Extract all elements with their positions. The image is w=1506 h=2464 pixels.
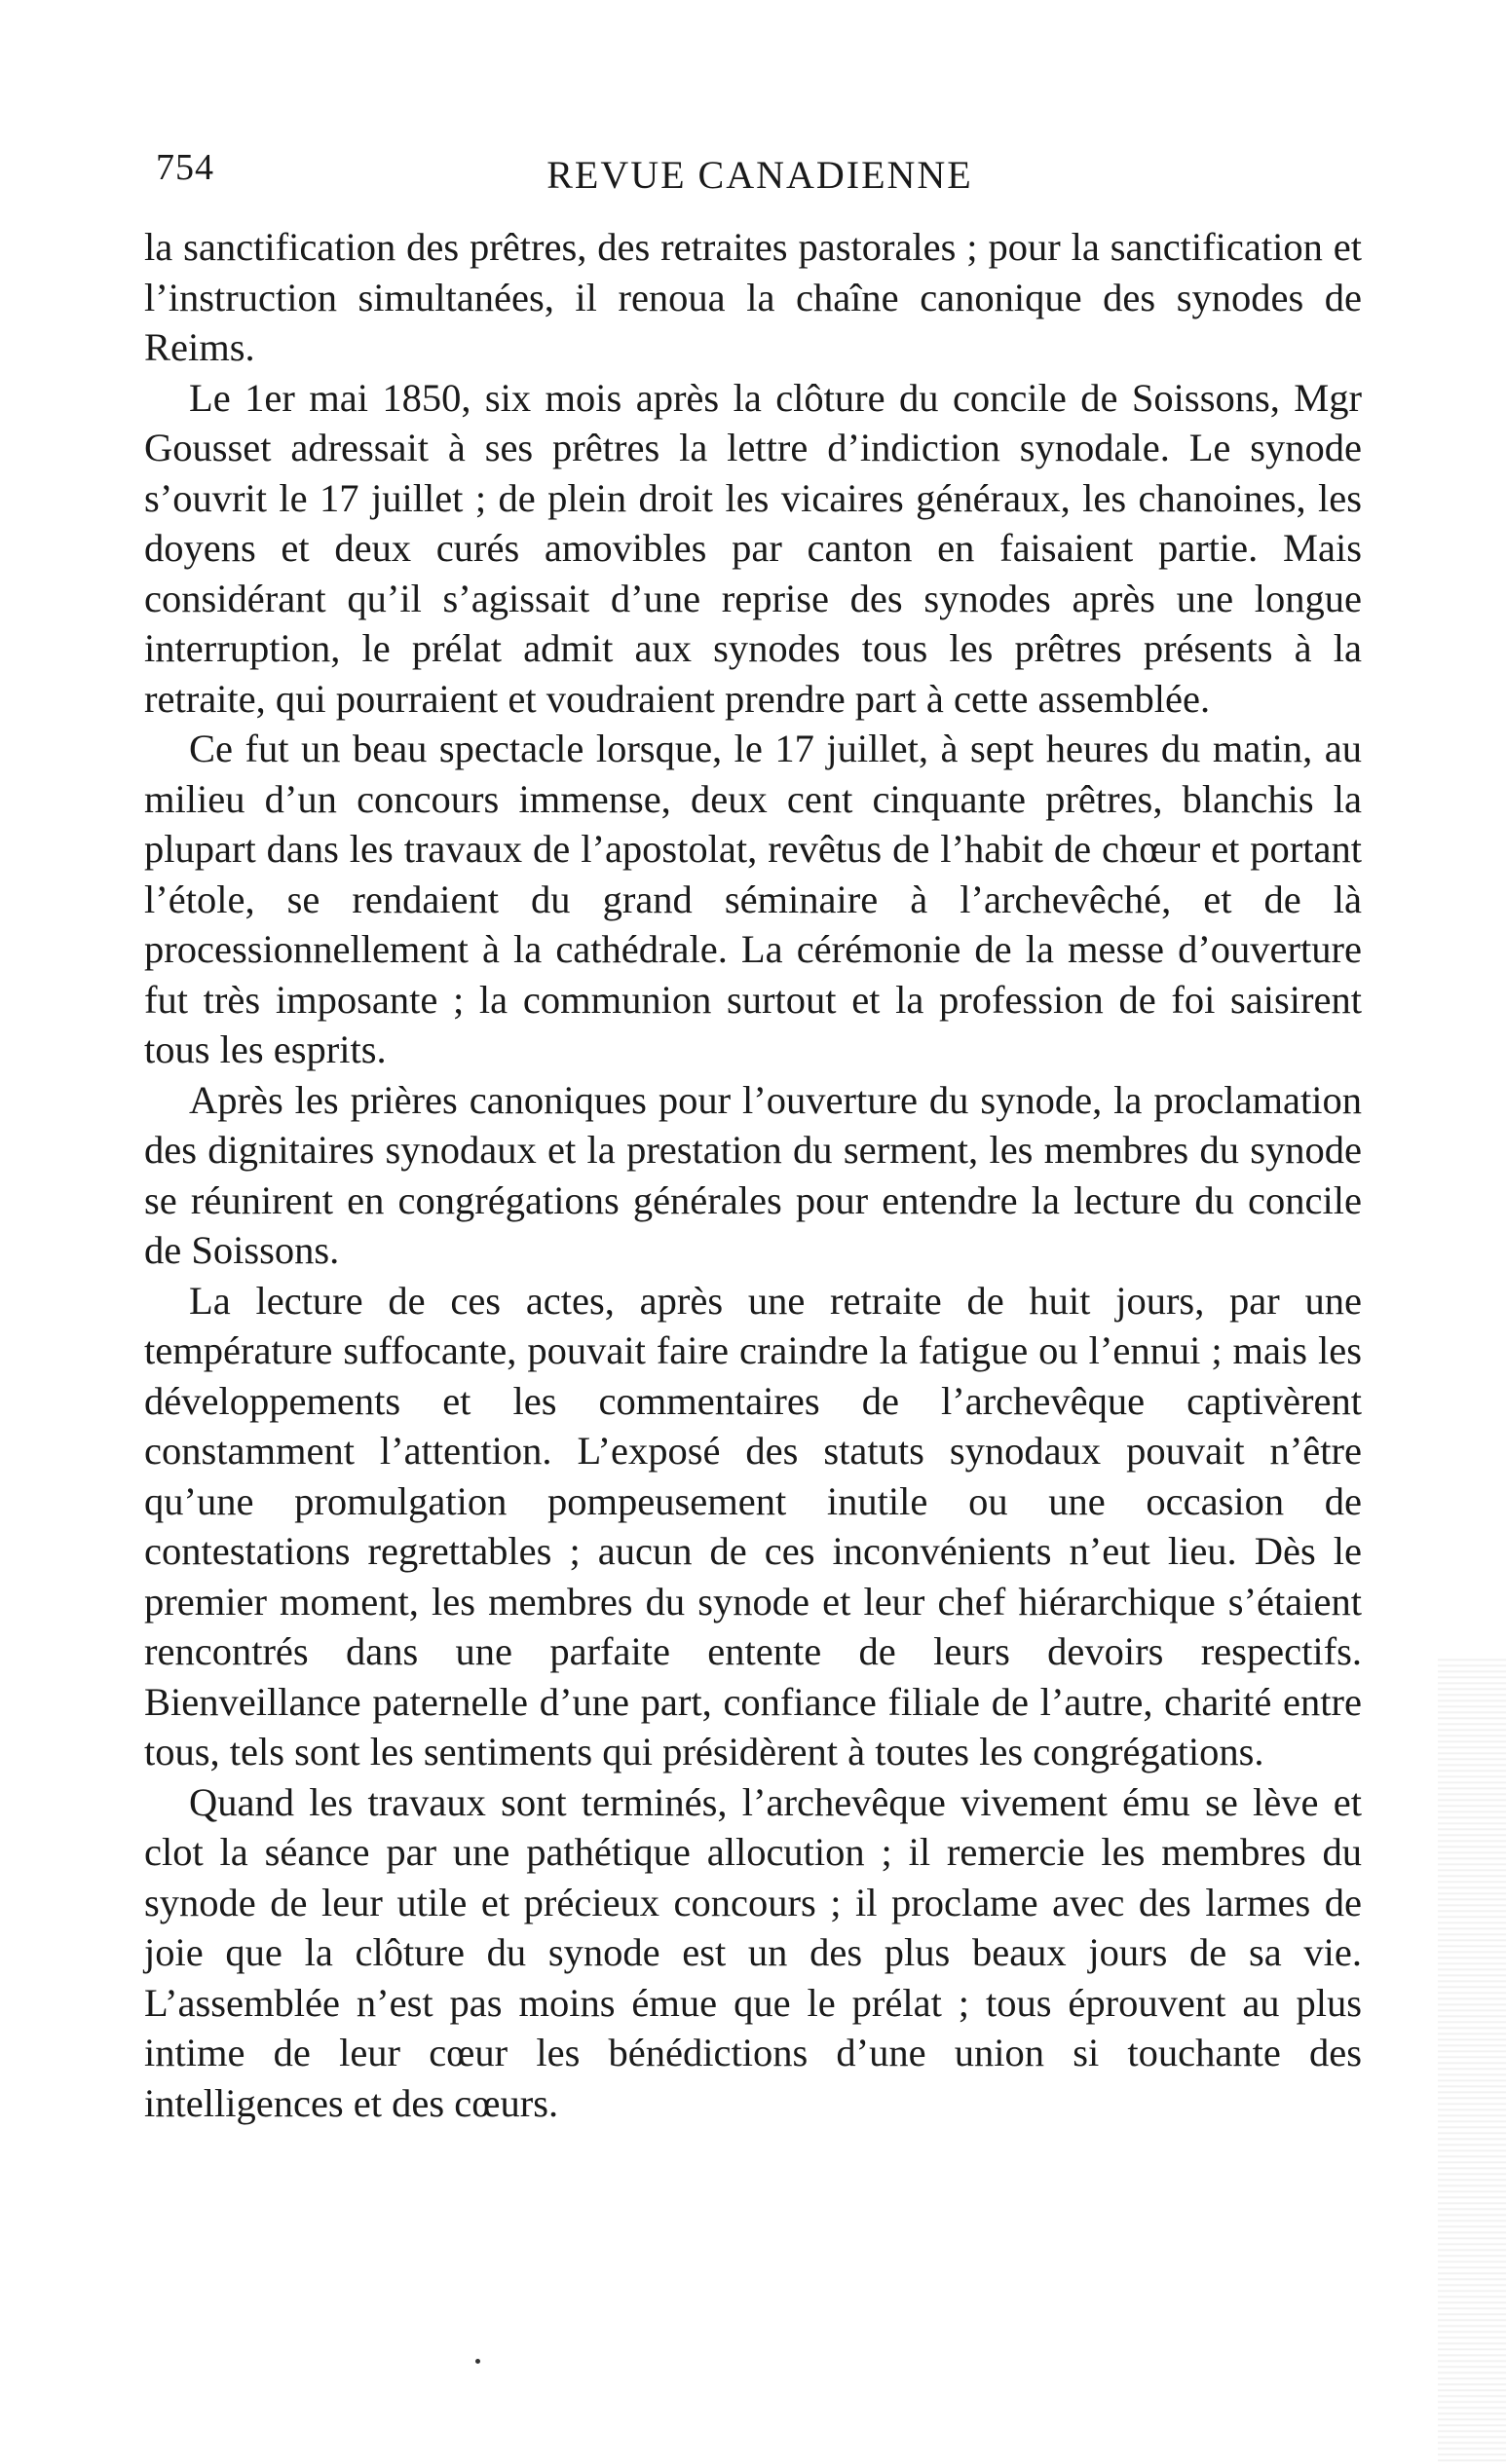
paragraph-1: la sanctification des prêtres, des retraites pastorales ; pour la sanctification et l’instruction simultanées, il renoua la chaîne canonique des synodes de Reims. (144, 225, 1362, 369)
stray-ink-dot (475, 2359, 480, 2364)
paragraph-2: Le 1er mai 1850, six mois après la clôture du concile de Soissons, Mgr Gousset adressait à ses prêtres la lettre d’indiction synodale. Le synode s’ouvrit le 17 juillet ; de plein droit les vicaires généraux, les chanoines, les doyens et deux curés amovibles par canton en faisaient partie. Mais considérant qu’il s’agissait d’une reprise des synodes après une longue interruption, le prélat admit aux synodes tous les prêtres présents à la retraite, qui pourraient et voudraient prendre part à cette assemblée. (144, 375, 1362, 721)
body-text (144, 222, 1362, 2128)
page-number: 754 (156, 147, 214, 188)
paragraph-5: La lecture de ces actes, après une retraite de huit jours, par une température suffocante, pouvait faire craindre la fatigue ou l’ennui ; mais les développements et les commentaires de l’archevêque captivèrent constamment l’attention. L’exposé des statuts synodaux pouvait n’être qu’une promulgation pompeusement inutile ou une occasion de contestations regrettables ; aucun de ces inconvénients n’eut lieu. Dès le premier moment, les membres du synode et leur chef hiérarchique s’étaient rencontrés dans une parfaite entente de leurs devoirs respectifs. Bienveillance paternelle d’une part, confiance filiale de l’autre, charité entre tous, tels sont les sentiments qui présidèrent à toutes les congrégations. (144, 1278, 1362, 1773)
paragraph-6: Quand les travaux sont terminés, l’archevêque vivement ému se lève et clot la séance par une pathétique allocution ; il remercie les membres du synode de leur utile et précieux concours ; il proclame avec des larmes de joie que la clôture du synode est un des plus beaux jours de sa vie. L’assemblée n’est pas moins émue que le prélat ; tous éprouvent au plus intime de leur cœur les bénédictions d’une union si touchante des intelligences et des cœurs. (144, 1779, 1362, 2125)
paragraph-3: Ce fut un beau spectacle lorsque, le 17 juillet, à sept heures du matin, au milieu d’un concours immense, deux cent cinquante prêtres, blanchis la plupart dans les travaux de l’apostolat, revêtus de l’habit de chœur et portant l’étole, se rendaient du grand séminaire à l’archevêché, et de là processionnellement à la cathédrale. La cérémonie de la messe d’ouverture fut très imposante ; la communion surtout et la profession de foi saisirent tous les esprits. (144, 727, 1362, 1071)
page-edge-noise (1438, 1656, 1506, 2464)
page-header (156, 146, 1364, 205)
running-title: REVUE CANADIENNE (546, 153, 973, 197)
paragraph-4: Après les prières canoniques pour l’ouverture du synode, la proclamation des dignitaires synodaux et la prestation du serment, les membres du synode se réunirent en congrégations générales pour entendre la lecture du concile de Soissons. (144, 1077, 1362, 1272)
